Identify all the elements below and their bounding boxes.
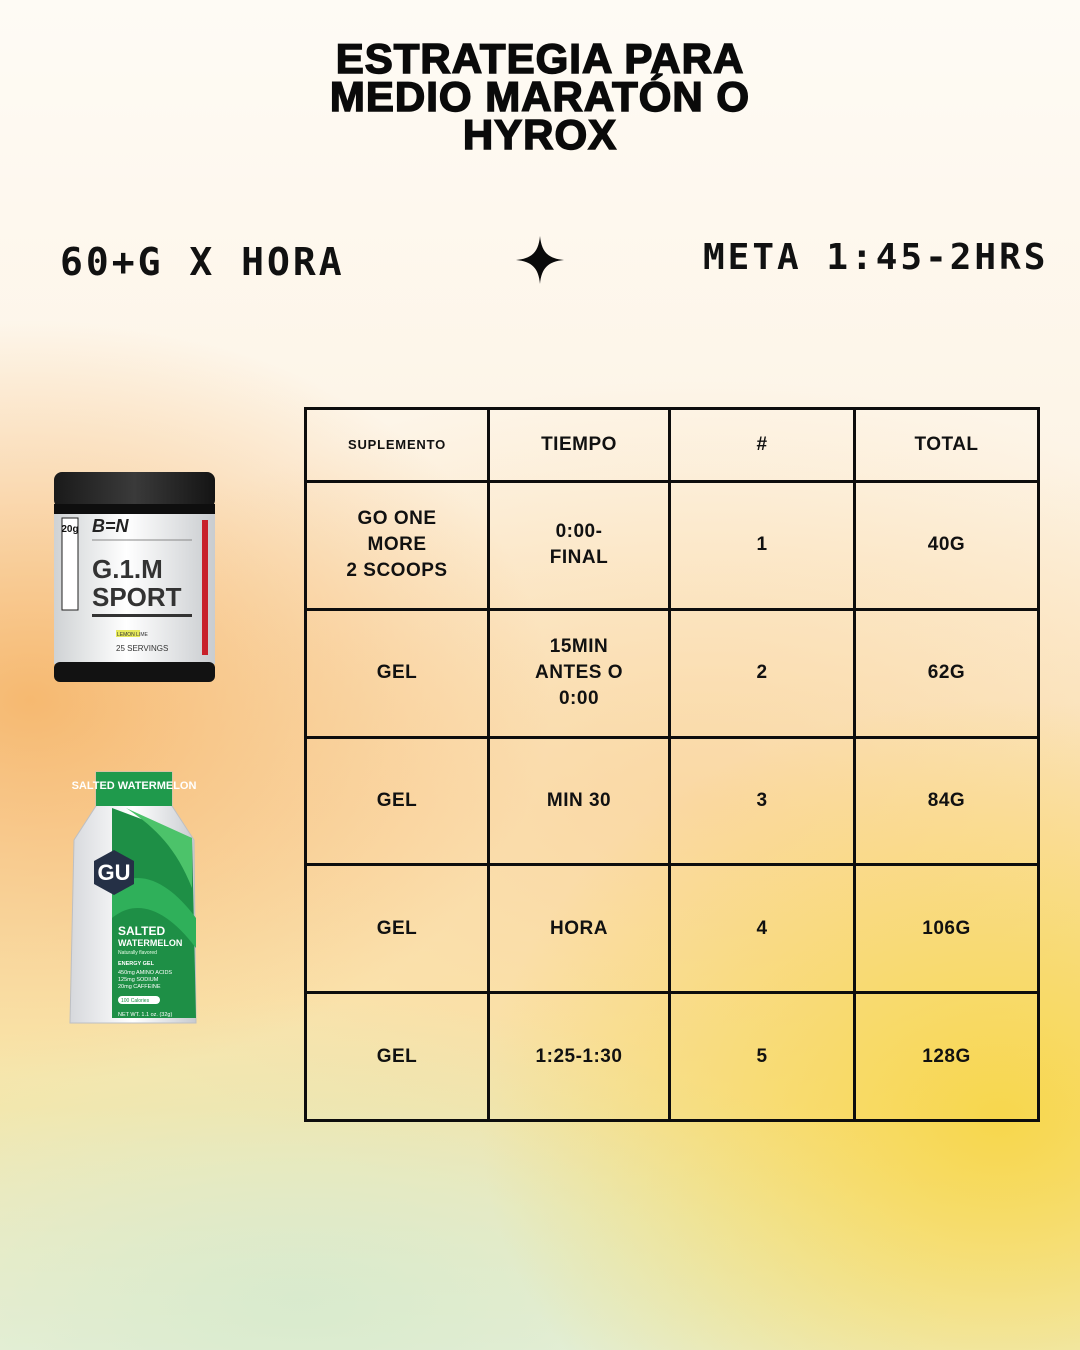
cell-total: 40G	[855, 482, 1039, 610]
gel-brand-text: GU	[97, 860, 131, 885]
tub-brand-text: B=N	[92, 516, 129, 536]
tub-flavor-text: LEMON LIME	[117, 632, 148, 638]
cell-line: GEL	[376, 1045, 418, 1067]
cell-line: 15MIN	[549, 636, 609, 658]
cell-numero: 1	[670, 482, 855, 610]
tub-badge-text: 20g	[61, 524, 79, 535]
gel-flavor-line-2: WATERMELON	[118, 938, 183, 948]
table-row	[306, 865, 1039, 993]
carb-rate-label: 60+G X HORA	[60, 240, 345, 284]
cell-line: GO ONE	[357, 508, 437, 530]
cell-suplemento	[306, 609, 489, 737]
goal-time-label: META 1:45-2HRS	[703, 237, 1049, 278]
cell-line: 0:00	[558, 688, 600, 710]
gel-net-weight: NET WT. 1.1 oz. (32g)	[118, 1012, 173, 1018]
gel-spec-3: 20mg CAFFEINE	[118, 984, 161, 990]
gel-top-flavor: SALTED WATERMELON	[71, 780, 197, 792]
table-row	[306, 737, 1039, 865]
cell-total: 128G	[855, 993, 1039, 1121]
cell-line: GEL	[376, 789, 418, 811]
cell-line: GEL	[376, 917, 418, 939]
fuel-plan-table	[304, 407, 1040, 1122]
gel-calories: 100 Calories	[121, 998, 150, 1004]
gel-subtitle: Naturally flavored	[118, 950, 157, 956]
cell-line: HORA	[550, 917, 608, 939]
title-line-3: HYROX	[462, 111, 618, 158]
cell-line: 2 SCOOPS	[346, 560, 448, 582]
cell-line: MIN 30	[546, 789, 612, 811]
gel-spec-1: 450mg AMINO ACIDS	[118, 970, 173, 976]
cell-line: GEL	[376, 662, 418, 684]
page-title	[140, 35, 940, 158]
table-row	[306, 609, 1039, 737]
cell-total: 62G	[855, 609, 1039, 737]
cell-suplemento	[306, 737, 489, 865]
cell-total: 84G	[855, 737, 1039, 865]
gel-flavor-line-1: SALTED	[118, 924, 166, 938]
cell-tiempo	[489, 737, 670, 865]
cell-suplemento	[306, 865, 489, 993]
cell-line: 1:25-1:30	[535, 1045, 623, 1067]
header-numero: #	[670, 409, 855, 482]
gel-type: ENERGY GEL	[118, 961, 154, 967]
header-tiempo: TIEMPO	[489, 409, 670, 482]
cell-total: 106G	[855, 865, 1039, 993]
table-header-row	[306, 409, 1039, 482]
table-row	[306, 993, 1039, 1121]
cell-numero: 2	[670, 609, 855, 737]
cell-line: MORE	[367, 534, 427, 556]
cell-suplemento	[306, 482, 489, 610]
cell-numero: 4	[670, 865, 855, 993]
cell-suplemento	[306, 993, 489, 1121]
cell-line: ANTES O	[535, 662, 623, 684]
cell-numero: 5	[670, 993, 855, 1121]
tub-servings-text: 25 SERVINGS	[116, 644, 169, 653]
cell-line: FINAL	[549, 547, 609, 569]
cell-line: 0:00-	[555, 521, 603, 543]
cell-numero: 3	[670, 737, 855, 865]
title-line-2: MEDIO MARATÓN O	[329, 73, 751, 120]
cell-tiempo	[489, 993, 670, 1121]
cell-tiempo	[489, 865, 670, 993]
header-total: TOTAL	[855, 409, 1039, 482]
table-row	[306, 482, 1039, 610]
header-suplemento: SUPLEMENTO	[306, 409, 489, 482]
supplement-tub-image	[52, 470, 217, 685]
energy-gel-image	[66, 768, 202, 1028]
cell-tiempo	[489, 482, 670, 610]
tub-name-line-2: SPORT	[92, 582, 182, 612]
cell-tiempo	[489, 609, 670, 737]
title-line-1: ESTRATEGIA PARA	[335, 35, 745, 82]
tub-name-line-1: G.1.M	[92, 554, 163, 584]
four-point-star-icon	[516, 236, 564, 284]
gel-spec-2: 125mg SODIUM	[118, 977, 159, 983]
